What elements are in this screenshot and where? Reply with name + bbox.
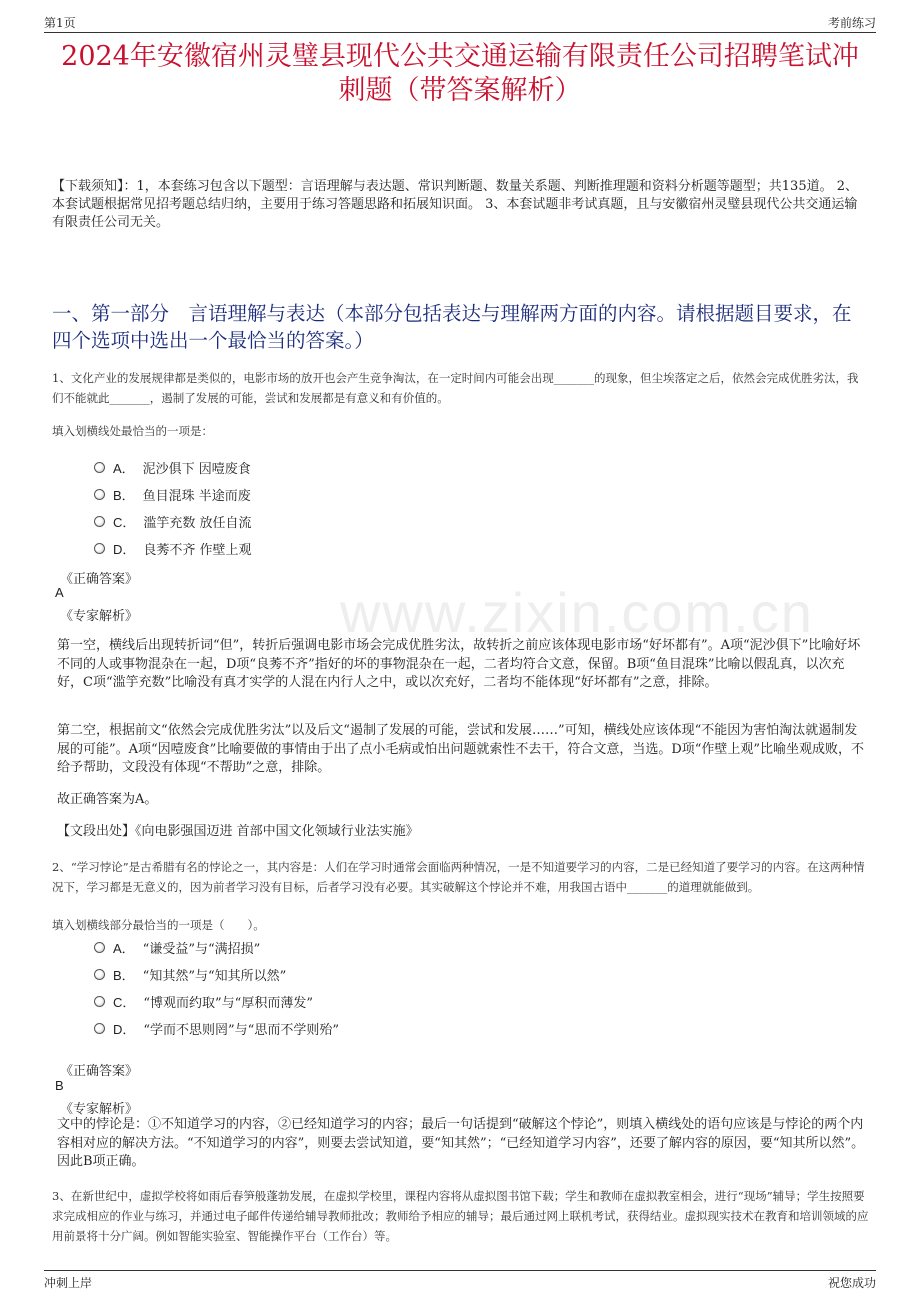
radio-icon[interactable]: [94, 462, 105, 473]
q2-option-c[interactable]: [94, 992, 313, 1011]
option-key: D．: [113, 542, 136, 557]
option-text: “谦受益”与“满招损”: [142, 942, 261, 957]
option-key: C．: [113, 995, 136, 1010]
q1-option-d[interactable]: [94, 539, 252, 558]
question-2-prompt: 填入划横线部分最恰当的一项是（ ）。: [52, 918, 265, 932]
q2-option-d[interactable]: [94, 1019, 339, 1038]
q2-analysis: 文中的悖论是：①不知道学习的内容，②已经知道学习的内容；最后一句话提到“破解这个悖论”，则填入横线处的语句应该是与悖论的两个内容相对应的解决方法。“不知道学习的内容”，则要去尝试知道，要“知其然”；“已经知道学习内容”，还要了解内容的原因，要“知其所以然”。因此B项正确。: [57, 1117, 865, 1169]
radio-icon[interactable]: [94, 1023, 105, 1034]
question-2-stem: 2、“学习悖论”是古希腊有名的悖论之一，其内容是：人们在学习时通常会面临两种情况，一是不知道要学习的内容，二是已经知道了要学习的内容。在这两种情况下，学习都是无意义的，因为前者学习没有目标，后者学习没有必要。其实破解这个悖论并不难，用我国古语中_______的道理就能做到。: [52, 860, 865, 894]
q1-analysis-paragraph: 第二空，根据前文“依然会完成优胜劣汰”以及后文“遏制了发展的可能，尝试和发展……”可知，横线处应该体现“不能因为害怕淘汰就遏制发展的可能”。A项“因噎废食”比喻要做的事情由于出了点小毛病或怕出问题就索性不去干，符合文意，当选。D项“作壁上观”比喻坐观成败，不给予帮助，文段没有体现“不帮助”之意，排除。: [57, 723, 865, 775]
page-footer: [44, 1270, 876, 1291]
option-key: B．: [113, 488, 135, 503]
q2-option-b[interactable]: [94, 965, 286, 984]
option-text: “博观而约取”与“厚积而薄发”: [143, 996, 313, 1011]
question-3-stem: 3、在新世纪中，虚拟学校将如雨后春笋般蓬勃发展，在虚拟学校里，课程内容将从虚拟图书馆下载；学生和教师在虚拟教室相会，进行“现场”辅导；学生按照要求完成相应的作业与练习，并通过电子邮件传递给辅导教师批改；教师给予相应的辅导；最后通过网上联机考试，获得结业。虚拟现实技术在教育和培训领域的应用前景将十分广阔。例如智能实验室、智能操作平台（工作台）等。: [52, 1189, 869, 1243]
page-number: 第1页: [44, 16, 76, 30]
radio-icon[interactable]: [94, 996, 105, 1007]
option-text: “知其然”与“知其所以然”: [142, 969, 287, 984]
radio-icon[interactable]: [94, 516, 105, 527]
option-text: “学而不思则罔”与“思而不学则殆”: [143, 1023, 339, 1038]
radio-icon[interactable]: [94, 543, 105, 554]
q1-option-c[interactable]: [94, 512, 252, 531]
option-key: B．: [113, 968, 135, 983]
footer-right: 祝您成功: [827, 1276, 876, 1290]
radio-icon[interactable]: [94, 942, 105, 953]
q1-answer-label: 《正确答案》: [60, 572, 139, 587]
q1-analysis-label: 《专家解析》: [60, 609, 139, 624]
option-key: C．: [113, 515, 136, 530]
question-1-prompt: 填入划横线处最恰当的一项是：: [52, 424, 213, 438]
option-text: 滥竽充数 放任自流: [143, 516, 252, 531]
watermark: www.zixin.com.cn: [340, 581, 814, 644]
document-title: 2024年安徽宿州灵璧县现代公共交通运输有限责任公司招聘笔试冲刺题（带答案解析）: [61, 41, 859, 106]
q1-analysis-paragraph: 第一空，横线后出现转折词“但”，转折后强调电影市场会完成优胜劣汰，故转折之前应该体现电影市场“好坏都有”。A项“泥沙俱下”比喻好坏不同的人或事物混杂在一起，D项“良莠不齐”指好的坏的事物混杂在一起，二者均符合文意，保留。B项“鱼目混珠”比喻以假乱真，以次充好，C项“滥竽充数”比喻没有真才实学的人混在内行人之中，或以次充好，二者均不能体现“好坏都有”之意，排除。: [57, 638, 861, 690]
download-notice: 【下载须知】：1，本套练习包含以下题型：言语理解与表达题、常识判断题、数量关系题、判断推理题和资料分析题等题型；共135道。 2、本套试题根据常见招考题总结归纳，主要用于练习答题思路和拓展知识面。 3、本套试题非考试真题，且与安徽宿州灵璧县现代公共交通运输有限责任公司无关。: [52, 179, 858, 230]
option-key: D．: [113, 1022, 136, 1037]
q1-conclusion: 故正确答案为A。: [57, 792, 158, 807]
q2-answer: B: [55, 1078, 64, 1093]
option-text: 泥沙俱下 因噎废食: [142, 462, 251, 477]
q1-answer: A: [55, 585, 64, 600]
section-heading: 一、第一部分 言语理解与表达（本部分包括表达与理解两方面的内容。请根据题目要求，在四个选项中选出一个最恰当的答案。）: [52, 302, 852, 352]
radio-icon[interactable]: [94, 969, 105, 980]
header-tag: 考前练习: [827, 16, 876, 30]
q1-option-a[interactable]: [94, 458, 251, 477]
q1-option-b[interactable]: [94, 485, 251, 504]
q2-analysis-label: 《专家解析》: [60, 1102, 139, 1117]
q2-answer-label: 《正确答案》: [60, 1064, 139, 1079]
page-header: [44, 12, 876, 33]
option-text: 良莠不齐 作壁上观: [143, 543, 252, 558]
option-text: 鱼目混珠 半途而废: [142, 489, 251, 504]
question-1-stem: 1、文化产业的发展规律都是类似的，电影市场的放开也会产生竞争淘汰，在一定时间内可能会出现_______的现象，但尘埃落定之后，依然会完成优胜劣汰，我们不能就此_______，遏制了发展的可能，尝试和发展都是有意义和有价值的。: [52, 371, 859, 405]
q2-option-a[interactable]: [94, 938, 260, 957]
q1-source: 【文段出处】《向电影强国迈进 首部中国文化领域行业法实施》: [57, 824, 419, 839]
footer-left: 冲刺上岸: [44, 1276, 93, 1290]
option-key: A．: [113, 461, 135, 476]
radio-icon[interactable]: [94, 489, 105, 500]
option-key: A．: [113, 941, 135, 956]
